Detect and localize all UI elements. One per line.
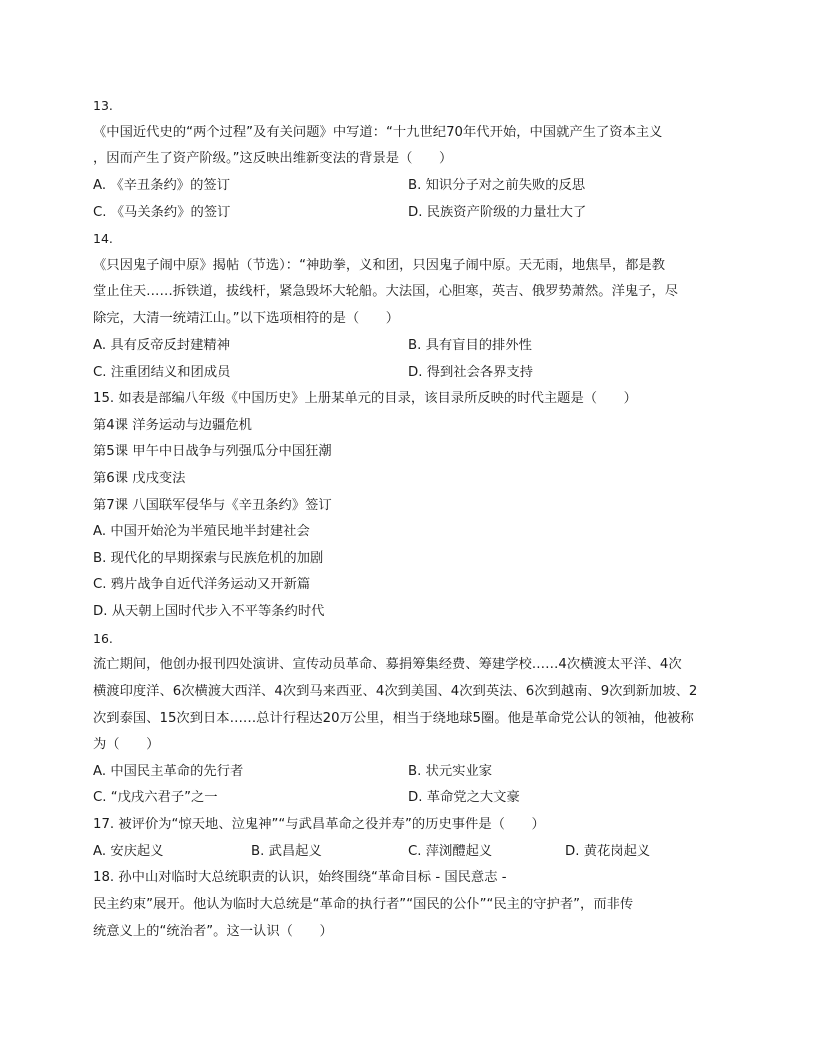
question-16-stem-line-4: 为（ ） [93,737,160,752]
question-18-stem-line-1: 18. 孙中山对临时大总统职责的认识，始终围绕“革命目标 - 国民意志 - [93,870,507,885]
question-16-stem-line-1: 流亡期间，他创办报刊四处演讲、宣传动员革命、募捐筹集经费、筹建学校……4次横渡太平洋、4次 [93,657,682,672]
question-18-stem-line-3: 统意义上的“统治者”。这一认识（ ） [93,924,333,939]
question-16-stem-line-2: 横渡印度洋、6次横渡大西洋、4次到马来西亚、4次到美国、4次到英法、6次到越南、9次到新加坡、2 [93,684,698,699]
question-13-option-d: D. 民族资产阶级的力量壮大了 [408,205,587,220]
question-18-stem-line-2: 民主约束”展开。他认为临时大总统是“革命的执行者”“国民的公仆”“民主的守护者”，而非传 [93,897,634,912]
question-15-stem: 15. 如表是部编八年级《中国历史》上册某单元的目录，该目录所反映的时代主题是（ ） [93,391,637,406]
question-15-option-b: B. 现代化的早期探索与民族危机的加剧 [93,551,324,566]
question-14-stem-line-2: 堂止住天……拆铁道，拔线杆，紧急毁坏大轮船。大法国，心胆寒，英吉、俄罗势萧然。洋鬼子，尽 [93,284,679,299]
question-14-option-b: B. 具有盲目的排外性 [408,338,532,353]
question-15-lesson-5: 第5课 甲午中日战争与列强瓜分中国狂潮 [93,444,332,459]
question-14-number: 14. [93,231,113,246]
question-14-stem-line-1: 《只因鬼子闹中原》揭帖（节选）：“神助拳，义和团，只因鬼子闹中原。天无雨，地焦旱，都是教 [93,258,666,273]
question-13-stem-line-2: ，因而产生了资产阶级。”这反映出维新变法的背景是（ ） [93,151,453,166]
question-16-option-b: B. 状元实业家 [408,764,493,779]
question-17-option-a: A. 安庆起义 [93,844,164,859]
question-16-option-a: A. 中国民主革命的先行者 [93,764,244,779]
question-17-option-c: C. 萍浏醴起义 [408,844,493,859]
question-17-stem: 17. 被评价为“惊天地、泣鬼神”“与武昌革命之役并寿”的历史事件是（ ） [93,817,545,832]
question-15-lesson-6: 第6课 戊戌变法 [93,471,186,486]
question-15-option-c: C. 鸦片战争自近代洋务运动又开新篇 [93,577,311,592]
question-16-option-d: D. 革命党之大文豪 [408,790,520,805]
question-15-lesson-7: 第7课 八国联军侵华与《辛丑条约》签订 [93,498,332,513]
question-16-number: 16. [93,631,113,646]
question-14-option-a: A. 具有反帝反封建精神 [93,338,230,353]
question-14-option-c: C. 注重团结义和团成员 [93,365,231,380]
question-13-number: 13. [93,98,113,113]
question-13-stem-line-1: 《中国近代史的“两个过程”及有关问题》中写道：“十九世纪70年代开始，中国就产生了资本主义 [93,125,663,140]
question-14-stem-line-3: 除完，大清一统靖江山。”以下选项相符的是（ ） [93,311,400,326]
question-15-lesson-4: 第4课 洋务运动与边疆危机 [93,418,252,433]
question-13-option-c: C. 《马关条约》的签订 [93,205,231,220]
question-14-option-d: D. 得到社会各界支持 [408,365,534,380]
question-17-option-b: B. 武昌起义 [251,844,322,859]
question-15-option-d: D. 从天朝上国时代步入不平等条约时代 [93,604,325,619]
question-15-option-a: A. 中国开始沦为半殖民地半封建社会 [93,524,310,539]
question-16-option-c: C. “戊戌六君子”之一 [93,790,218,805]
question-13-option-b: B. 知识分子对之前失败的反思 [408,178,586,193]
question-17-option-d: D. 黄花岗起义 [565,844,651,859]
question-16-stem-line-3: 次到泰国、15次到日本……总计行程达20万公里，相当于绕地球5圈。他是革命党公认的领袖，他被称 [93,711,694,726]
question-13-option-a: A. 《辛丑条约》的签订 [93,178,230,193]
